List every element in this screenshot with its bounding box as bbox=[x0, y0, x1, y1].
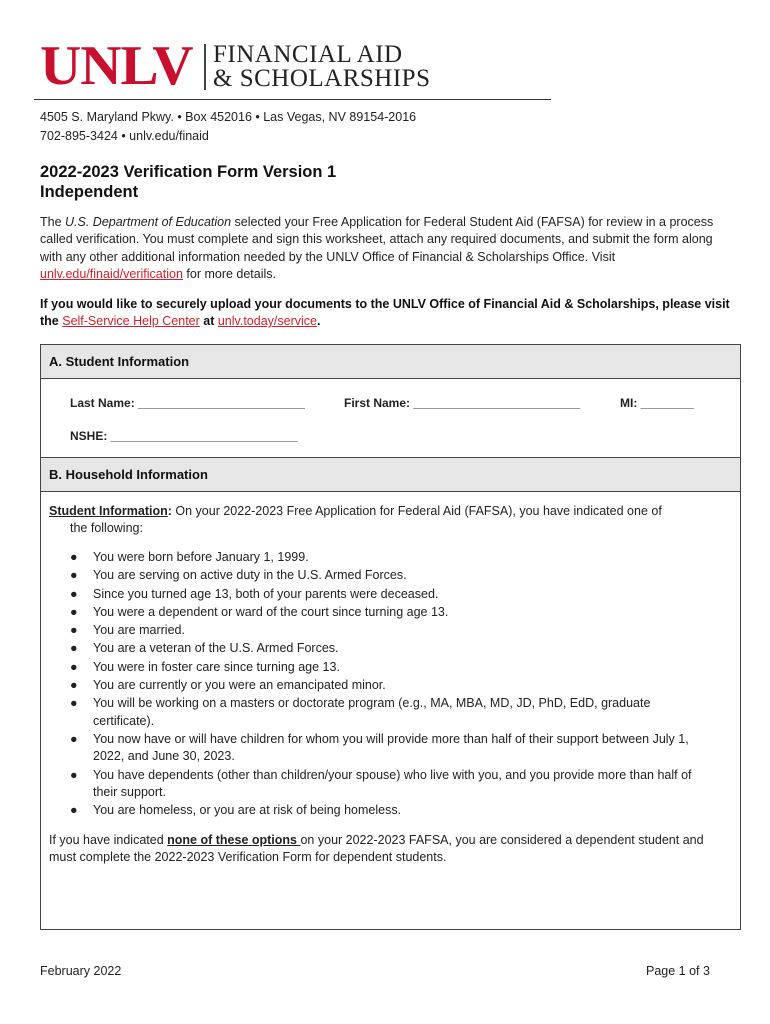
bullet-icon: ● bbox=[70, 803, 78, 818]
list-item bbox=[70, 731, 710, 766]
bullet-icon: ● bbox=[70, 641, 78, 656]
closing-text-start: If you have indicated bbox=[49, 833, 168, 847]
list-item-text: You are married. bbox=[93, 623, 185, 638]
logo-title-line2: & SCHOLARSHIPS bbox=[213, 65, 431, 92]
logo-divider bbox=[204, 44, 206, 90]
list-item bbox=[70, 767, 710, 802]
form-title-line2: Independent bbox=[40, 183, 139, 201]
list-item bbox=[70, 695, 710, 730]
section-a-title: A. Student Information bbox=[49, 354, 190, 369]
student-info-colon: : bbox=[167, 504, 172, 518]
list-item bbox=[70, 604, 710, 621]
bullet-icon: ● bbox=[70, 623, 78, 638]
list-item-text: You are currently or you were an emancipated minor. bbox=[93, 678, 386, 693]
list-item-text: You are a veteran of the U.S. Armed Forces. bbox=[93, 641, 339, 656]
none-of-these-options: none of these options bbox=[167, 833, 301, 847]
upload-note-text3: . bbox=[316, 314, 321, 329]
logo-title-line1: FINANCIAL AID bbox=[213, 41, 403, 68]
bullet-icon: ● bbox=[70, 678, 78, 693]
bullet-icon: ● bbox=[70, 696, 78, 711]
bullet-icon: ● bbox=[70, 568, 78, 583]
list-item bbox=[70, 802, 710, 819]
intro-text-body: selected your Free Application for Federal Student Aid (FAFSA) for review in a process called verification. You must complete and sign this worksheet, attach any required documents, and submit the form along with any other additional information needed by the UNLV Office of Financial & Scholarships Office. Visit bbox=[40, 215, 714, 264]
upload-note-text1: If you would like to securely upload your documents to the UNLV Office of Financial Aid & Scholarships, please visit the bbox=[40, 297, 730, 329]
service-link[interactable]: unlv.today/service bbox=[217, 314, 317, 329]
intro-paragraph bbox=[40, 214, 730, 283]
bullet-icon: ● bbox=[70, 604, 78, 619]
list-item bbox=[70, 549, 710, 566]
form-title bbox=[40, 162, 336, 202]
list-item-text: You now have or will have children for whom you will provide more than half of their support between July 1, 2022, and June 30, 2023. bbox=[93, 731, 689, 764]
list-item-text: You will be working on a masters or doctorate program (e.g., MA, MBA, MD, JD, PhD, EdD, graduate certificate). bbox=[93, 696, 651, 728]
section-a-header bbox=[41, 345, 740, 379]
list-item-text: Since you turned age 13, both of your parents were deceased. bbox=[93, 586, 439, 601]
student-info-intro bbox=[49, 503, 729, 538]
bullet-icon: ● bbox=[70, 586, 78, 601]
list-item-text: You are homeless, or you are at risk of being homeless. bbox=[93, 803, 402, 818]
bullet-icon: ● bbox=[70, 659, 78, 674]
header-rule bbox=[34, 99, 551, 100]
verification-link[interactable]: unlv.edu/finaid/verification bbox=[40, 266, 183, 281]
list-item-text: You were in foster care since turning age 13. bbox=[93, 659, 340, 674]
section-b-title: B. Household Information bbox=[49, 467, 208, 482]
student-info-text: On your 2022-2023 Free Application for Federal Aid (FAFSA), you have indicated one of bbox=[171, 504, 662, 518]
first-name-field[interactable]: First Name: _________________________ bbox=[344, 396, 581, 410]
student-info-text2: the following: bbox=[70, 521, 143, 536]
list-item-text: You are serving on active duty in the U.S. Armed Forces. bbox=[93, 568, 407, 583]
nshe-field[interactable]: NSHE: ____________________________ bbox=[70, 429, 298, 443]
student-info-label: Student Information bbox=[49, 504, 168, 518]
list-item bbox=[70, 567, 710, 584]
intro-text-start: The bbox=[40, 215, 66, 229]
upload-note-text2: at bbox=[199, 314, 218, 329]
intro-text-end: for more details. bbox=[182, 266, 277, 281]
footer-date: February 2022 bbox=[40, 964, 122, 978]
list-item bbox=[70, 586, 710, 603]
closing-paragraph bbox=[49, 832, 729, 867]
form-box bbox=[40, 344, 741, 930]
address-line: 4505 S. Maryland Pkwy. • Box 452016 • Las Vegas, NV 89154-2016 bbox=[40, 110, 417, 124]
list-item-text: You were born before January 1, 1999. bbox=[93, 550, 309, 564]
bullet-icon: ● bbox=[70, 550, 78, 564]
list-item bbox=[70, 677, 710, 694]
bullet-icon: ● bbox=[70, 767, 78, 782]
independent-criteria-list bbox=[70, 549, 710, 820]
mi-field[interactable]: MI: ________ bbox=[620, 396, 695, 410]
unlv-logo: UNLV bbox=[40, 35, 193, 97]
upload-note bbox=[40, 296, 730, 331]
intro-italic: U.S. Department of Education bbox=[65, 215, 232, 229]
list-item bbox=[70, 622, 710, 639]
list-item-text: You were a dependent or ward of the court since turning age 13. bbox=[93, 604, 449, 619]
form-title-line1: 2022-2023 Verification Form Version 1 bbox=[40, 163, 337, 181]
section-b-header bbox=[41, 457, 740, 492]
self-service-link[interactable]: Self-Service Help Center bbox=[62, 314, 200, 329]
page-number: Page 1 of 3 bbox=[646, 964, 710, 978]
closing-text-end: on your 2022-2023 FAFSA, you are considered a dependent student and must complete the 2022-2023 Verification Form for dependent students. bbox=[49, 833, 704, 865]
last-name-field[interactable]: Last Name: _________________________ bbox=[70, 396, 305, 410]
list-item bbox=[70, 659, 710, 676]
list-item bbox=[70, 640, 710, 657]
list-item-text: You have dependents (other than children/your spouse) who live with you, and you provide more than half of their support. bbox=[93, 767, 692, 799]
bullet-icon: ● bbox=[70, 731, 78, 746]
contact-line: 702-895-3424 • unlv.edu/finaid bbox=[40, 129, 209, 143]
